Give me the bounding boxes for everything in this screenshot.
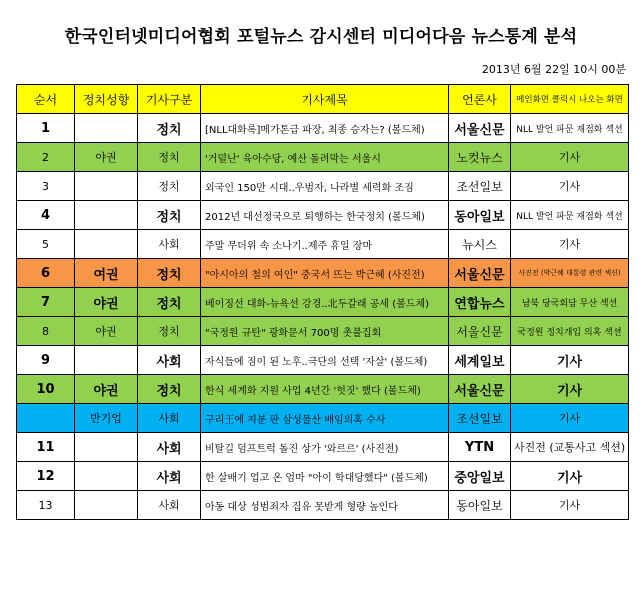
row-headline: "아시아의 철의 여인" 중국서 뜨는 박근혜 (사진전) — [201, 259, 449, 288]
row-where: 기사 — [511, 375, 629, 404]
row-headline: 한식 세계화 지원 사업 4년간 '헛짓' 했다 (볼드체) — [201, 375, 449, 404]
table-row — [17, 462, 629, 491]
row-outlet: 뉴시스 — [449, 230, 511, 259]
row-where: 기사 — [511, 491, 629, 520]
row-headline: 아동 대상 성범죄자 집유 못받게 형량 높인다 — [201, 491, 449, 520]
row-category: 사회 — [138, 491, 201, 520]
row-no — [17, 404, 75, 433]
row-no: 10 — [17, 375, 75, 404]
row-where: 기사 — [511, 462, 629, 491]
row-lean — [75, 230, 138, 259]
report-date: 2013년 6월 22일 10시 00분 — [481, 63, 626, 76]
row-category: 정치 — [138, 143, 201, 172]
header-headline: 기사제목 — [201, 85, 449, 114]
table-row — [17, 288, 629, 317]
row-lean: 야권 — [75, 288, 138, 317]
row-headline: [NLL대화록]메가톤급 파장, 최종 승자는? (볼드체) — [201, 114, 449, 143]
row-no: 9 — [17, 346, 75, 375]
header-lean: 정치성향 — [75, 85, 138, 114]
row-no: 5 — [17, 230, 75, 259]
table-row — [17, 143, 629, 172]
table-row — [17, 375, 629, 404]
page-title: 한국인터넷미디어협회 포털뉴스 감시센터 미디어다음 뉴스통계 분석 — [64, 27, 578, 47]
row-outlet: 세계일보 — [449, 346, 511, 375]
row-outlet: 서울신문 — [449, 375, 511, 404]
row-where: 기사 — [511, 143, 629, 172]
header-no: 순서 — [17, 85, 75, 114]
row-no: 6 — [17, 259, 75, 288]
row-lean: 여권 — [75, 259, 138, 288]
table-row — [17, 114, 629, 143]
row-category: 정치 — [138, 259, 201, 288]
row-lean: 야권 — [75, 317, 138, 346]
table-row — [17, 491, 629, 520]
row-headline: 구리王에 지분 판 삼성물산 배임의혹 수사 — [201, 404, 449, 433]
row-lean: 반기업 — [75, 404, 138, 433]
row-outlet: 동아일보 — [449, 201, 511, 230]
table-row — [17, 230, 629, 259]
header-outlet: 언론사 — [449, 85, 511, 114]
row-headline: 주말 무더위 속 소나기..제주 휴일 장마 — [201, 230, 449, 259]
row-where: 사진전 (박근혜 대통령 관련 섹션) — [511, 259, 629, 288]
row-category: 사회 — [138, 346, 201, 375]
row-where: 사진전 (교통사고 섹션) — [511, 433, 629, 462]
row-outlet: 조선일보 — [449, 172, 511, 201]
news-stats-table — [16, 84, 629, 520]
row-category: 정치 — [138, 375, 201, 404]
row-headline: 한 살배기 업고 온 엄마 "아이 학대당했다" (볼드체) — [201, 462, 449, 491]
row-no: 2 — [17, 143, 75, 172]
row-where: 남북 당국회담 무산 섹션 — [511, 288, 629, 317]
row-outlet: YTN — [449, 433, 511, 462]
row-no: 11 — [17, 433, 75, 462]
table-row — [17, 346, 629, 375]
row-outlet: 연합뉴스 — [449, 288, 511, 317]
row-category: 정치 — [138, 172, 201, 201]
row-no: 7 — [17, 288, 75, 317]
row-outlet: 노컷뉴스 — [449, 143, 511, 172]
table-row — [17, 172, 629, 201]
row-category: 사회 — [138, 462, 201, 491]
row-category: 사회 — [138, 433, 201, 462]
row-category: 정치 — [138, 114, 201, 143]
row-outlet: 서울신문 — [449, 259, 511, 288]
row-no: 12 — [17, 462, 75, 491]
row-category: 정치 — [138, 317, 201, 346]
header-where: 메인화면 클릭시 나오는 화면 — [511, 85, 629, 114]
row-headline: '거덜난' 육아수당, 예산 돌려막는 서울시 — [201, 143, 449, 172]
row-lean: 야권 — [75, 143, 138, 172]
row-lean — [75, 114, 138, 143]
row-headline: 베이징선 대화-뉴욕선 강경..北두갈래 공세 (볼드체) — [201, 288, 449, 317]
row-headline: 자식들에 짐이 된 노후..극단의 선택 '자살' (볼드체) — [201, 346, 449, 375]
row-headline: 비탈길 덤프트럭 돌진 상가 '와르르' (사진전) — [201, 433, 449, 462]
row-headline: "국정원 규탄" 광화문서 700명 촛불집회 — [201, 317, 449, 346]
row-category: 정치 — [138, 288, 201, 317]
table-row — [17, 404, 629, 433]
row-outlet: 조선일보 — [449, 404, 511, 433]
row-lean — [75, 491, 138, 520]
row-headline: 2012년 대선정국으로 퇴행하는 한국정치 (볼드체) — [201, 201, 449, 230]
row-no: 8 — [17, 317, 75, 346]
table-header-row — [17, 85, 629, 114]
row-lean — [75, 201, 138, 230]
row-no: 13 — [17, 491, 75, 520]
row-outlet: 중앙일보 — [449, 462, 511, 491]
row-headline: 외국인 150만 시대..우범자, 나라별 세력화 조짐 — [201, 172, 449, 201]
row-where: 국정원 정치개입 의혹 섹션 — [511, 317, 629, 346]
row-where: 기사 — [511, 230, 629, 259]
row-where: 기사 — [511, 404, 629, 433]
row-outlet: 동아일보 — [449, 491, 511, 520]
row-where: 기사 — [511, 346, 629, 375]
row-no: 1 — [17, 114, 75, 143]
row-category: 정치 — [138, 201, 201, 230]
row-where: NLL 발언 파문 재점화 섹션 — [511, 114, 629, 143]
row-category: 사회 — [138, 230, 201, 259]
row-lean — [75, 172, 138, 201]
row-lean — [75, 346, 138, 375]
row-where: 기사 — [511, 172, 629, 201]
row-no: 3 — [17, 172, 75, 201]
table-row — [17, 317, 629, 346]
row-outlet: 서울신문 — [449, 317, 511, 346]
table-row — [17, 201, 629, 230]
row-lean — [75, 462, 138, 491]
row-category: 사회 — [138, 404, 201, 433]
row-lean: 야권 — [75, 375, 138, 404]
table-row — [17, 259, 629, 288]
header-category: 기사구분 — [138, 85, 201, 114]
row-lean — [75, 433, 138, 462]
row-no: 4 — [17, 201, 75, 230]
row-where: NLL 발언 파문 재점화 섹션 — [511, 201, 629, 230]
row-outlet: 서울신문 — [449, 114, 511, 143]
table-row — [17, 433, 629, 462]
